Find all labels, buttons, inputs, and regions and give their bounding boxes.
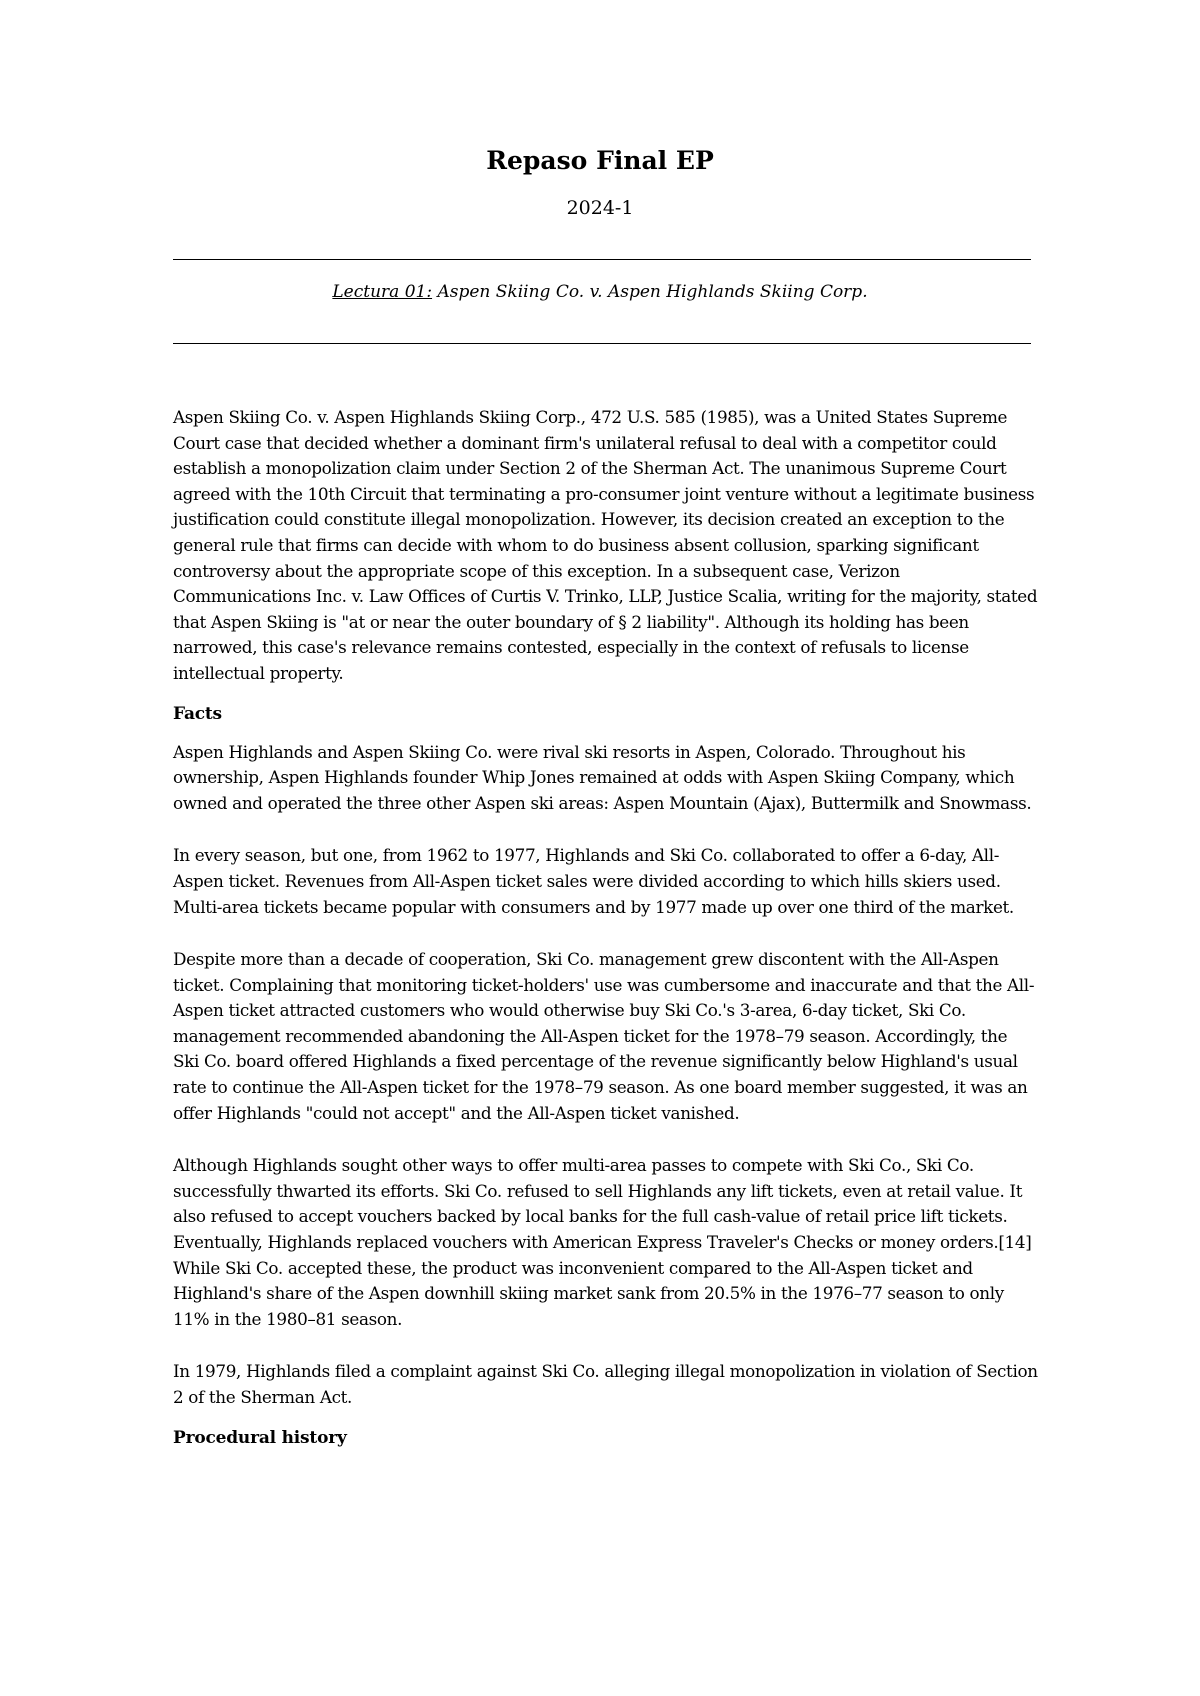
facts-paragraph: Although Highlands sought other ways to offer multi-area passes to compete with Ski Co., Ski Co. successfully thwarted its efforts. Ski Co. refused to sell Highlands any lift tickets, even at retail value. It also refused to accept vouchers backed by local banks for the full cash-value of retail price lift tickets. Eventually, Highlands replaced vouchers with American Express Traveler's Checks or money orders.[14] While Ski Co. accepted these, the product was inconvenient compared to the All-Aspen ticket and Highland's share of the Aspen downhill skiing market sank from 20.5% in the 1976–77 season to only 11% in the 1980–81 season. [173, 1155, 1032, 1329]
document-body [173, 405, 1038, 1464]
facts-paragraph: In 1979, Highlands filed a complaint against Ski Co. alleging illegal monopolization in violation of Section 2 of the Sherman Act. [173, 1361, 1038, 1407]
section-heading-procedural-history: Procedural history [173, 1427, 347, 1448]
divider-bottom [173, 343, 1031, 344]
divider-top [173, 259, 1031, 260]
section-heading-facts: Facts [173, 703, 222, 724]
document-title: Repaso Final EP [486, 146, 714, 175]
intro-paragraph: Aspen Skiing Co. v. Aspen Highlands Skiing Corp., 472 U.S. 585 (1985), was a United States Supreme Court case that decided whether a dominant firm's unilateral refusal to deal with a competitor could establish a monopolization claim under Section 2 of the Sherman Act. The unanimous Supreme Court agreed with the 10th Circuit that terminating a pro-consumer joint venture without a legitimate business justification could constitute illegal monopolization. However, its decision created an exception to the general rule that firms can decide with whom to do business absent collusion, sparking significant controversy about the appropriate scope of this exception. In a subsequent case, Verizon Communications Inc. v. Law Offices of Curtis V. Trinko, LLP, Justice Scalia, writing for the majority, stated that Aspen Skiing is "at or near the outer boundary of § 2 liability". Although its holding has been narrowed, this case's relevance remains contested, especially in the context of refusals to license intellectual property. [173, 407, 1038, 683]
facts-paragraph: Aspen Highlands and Aspen Skiing Co. were rival ski resorts in Aspen, Colorado. Throughout his ownership, Aspen Highlands founder Whip Jones remained at odds with Aspen Skiing Company, which owned and operated the three other Aspen ski areas: Aspen Mountain (Ajax), Buttermilk and Snowmass. [173, 741, 1032, 813]
lecture-label: Lectura 01: [332, 282, 433, 302]
lecture-title: Aspen Skiing Co. v. Aspen Highlands Skiing Corp. [432, 282, 868, 302]
lecture-heading [0, 281, 1200, 303]
document-subtitle: 2024-1 [566, 197, 634, 219]
facts-paragraph: In every season, but one, from 1962 to 1977, Highlands and Ski Co. collaborated to offer a 6-day, All-Aspen ticket. Revenues from All-Aspen ticket sales were divided according to which hills skiers used. Multi-area tickets became popular with consumers and by 1977 made up over one third of the market. [173, 845, 1014, 917]
facts-paragraph: Despite more than a decade of cooperation, Ski Co. management grew discontent with the All-Aspen ticket. Complaining that monitoring ticket-holders' use was cumbersome and inaccurate and that the All-Aspen ticket attracted customers who would otherwise buy Ski Co.'s 3-area, 6-day ticket, Ski Co. management recommended abandoning the All-Aspen ticket for the 1978–79 season. Accordingly, the Ski Co. board offered Highlands a fixed percentage of the revenue significantly below Highland's usual rate to continue the All-Aspen ticket for the 1978–79 season. As one board member suggested, it was an offer Highlands "could not accept" and the All-Aspen ticket vanished. [173, 949, 1035, 1123]
